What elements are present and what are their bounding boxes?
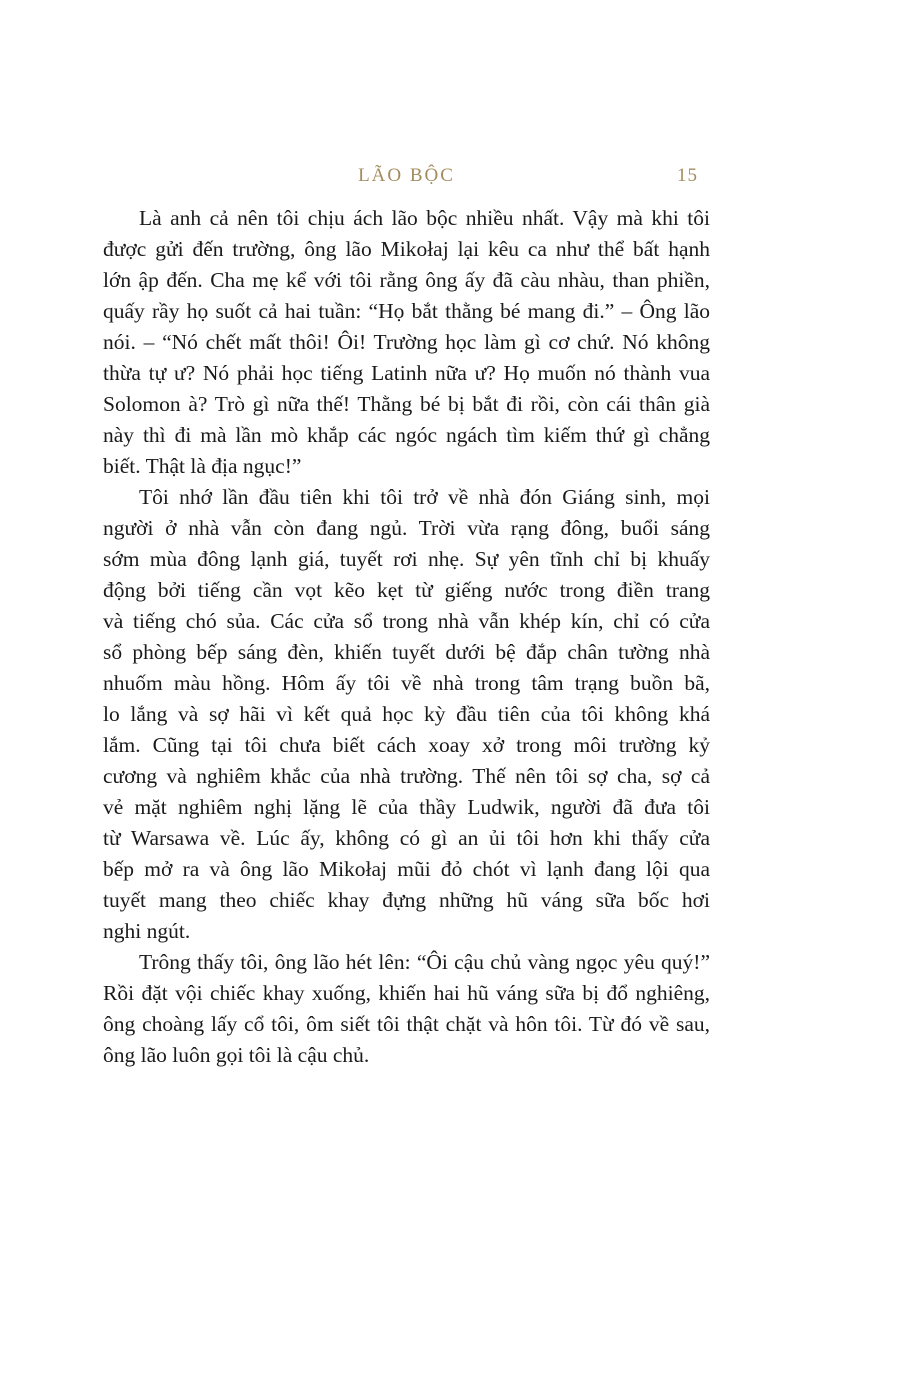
paragraph xyxy=(103,947,710,1071)
text-line: ông lão luôn gọi tôi là cậu chủ. xyxy=(103,1043,370,1067)
text-line: Solomon à? Trò gì nữa thế! Thằng bé bị bắt đi rồi, còn cái thân già xyxy=(103,392,710,416)
text-column xyxy=(103,164,710,1071)
text-line: bếp mở ra và ông lão Mikołaj mũi đỏ chót vì lạnh đang lội qua xyxy=(103,857,710,881)
text-line: thừa tự ư? Nó phải học tiếng Latinh nữa ư? Họ muốn nó thành vua xyxy=(103,361,710,385)
text-line: lo lắng và sợ hãi vì kết quả học kỳ đầu tiên của tôi không khá xyxy=(103,702,710,726)
text-line: động bởi tiếng cần vọt kẽo kẹt từ giếng nước trong điền trang xyxy=(103,578,710,602)
text-line: người ở nhà vẫn còn đang ngủ. Trời vừa rạng đông, buổi sáng xyxy=(103,516,710,540)
text-line: vẻ mặt nghiêm nghị lặng lẽ của thầy Ludwik, người đã đưa tôi xyxy=(103,795,710,819)
text-line: Là anh cả nên tôi chịu ách lão bộc nhiều nhất. Vậy mà khi tôi xyxy=(139,206,710,230)
text-line: và tiếng chó sủa. Các cửa sổ trong nhà vẫn khép kín, chỉ có cửa xyxy=(103,609,710,633)
text-line: sớm mùa đông lạnh giá, tuyết rơi nhẹ. Sự yên tĩnh chỉ bị khuấy xyxy=(103,547,710,571)
text-line: ông choàng lấy cổ tôi, ôm siết tôi thật chặt và hôn tôi. Từ đó về sau, xyxy=(103,1012,710,1036)
text-line: quấy rầy họ suốt cả hai tuần: “Họ bắt thằng bé mang đi.” – Ông lão xyxy=(103,299,710,323)
text-line: sổ phòng bếp sáng đèn, khiến tuyết dưới bệ đắp chân tường nhà xyxy=(103,640,710,664)
text-line: Rồi đặt vội chiếc khay xuống, khiến hai hũ váng sữa bị đổ nghiêng, xyxy=(103,981,710,1005)
paragraph xyxy=(103,203,710,482)
text-line: lắm. Cũng tại tôi chưa biết cách xoay xở trong môi trường kỷ xyxy=(103,733,710,757)
page-body xyxy=(103,203,710,1071)
text-line: này thì đi mà lần mò khắp các ngóc ngách tìm kiếm thứ gì chẳng xyxy=(103,423,710,447)
chapter-title: LÃO BỘC xyxy=(358,165,455,186)
page-number: 15 xyxy=(677,165,698,186)
text-line: được gửi đến trường, ông lão Mikołaj lại kêu ca như thể bất hạnh xyxy=(103,237,710,261)
text-line: lớn ập đến. Cha mẹ kể với tôi rằng ông ấy đã càu nhàu, than phiền, xyxy=(103,268,710,292)
text-line: nghi ngút. xyxy=(103,919,191,943)
text-line: nói. – “Nó chết mất thôi! Ôi! Trường học làm gì cơ chứ. Nó không xyxy=(103,330,710,354)
text-line: từ Warsawa về. Lúc ấy, không có gì an ủi tôi hơn khi thấy cửa xyxy=(103,826,710,850)
text-line: cương và nghiêm khắc của nhà trường. Thế nên tôi sợ cha, sợ cả xyxy=(103,764,710,788)
text-line: tuyết mang theo chiếc khay đựng những hũ váng sữa bốc hơi xyxy=(103,888,710,912)
text-line: biết. Thật là địa ngục!” xyxy=(103,454,302,478)
paragraph xyxy=(103,482,710,947)
text-line: Trông thấy tôi, ông lão hét lên: “Ôi cậu chủ vàng ngọc yêu quý!” xyxy=(139,950,710,974)
text-line: nhuốm màu hồng. Hôm ấy tôi về nhà trong tâm trạng buồn bã, xyxy=(103,671,710,695)
running-head xyxy=(103,164,710,188)
text-line: Tôi nhớ lần đầu tiên khi tôi trở về nhà đón Giáng sinh, mọi xyxy=(139,485,710,509)
